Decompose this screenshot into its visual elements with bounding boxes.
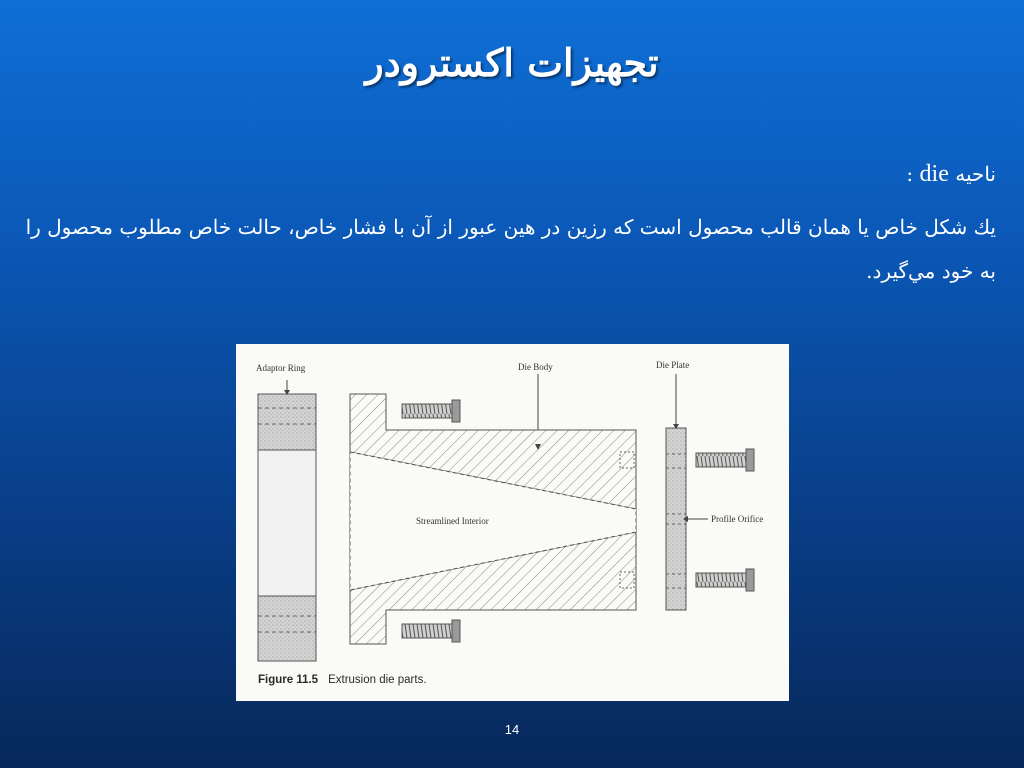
die-body	[350, 374, 636, 644]
slide-title: تجهيزات اكسترودر	[365, 40, 659, 85]
die-parts-drawing	[236, 344, 789, 701]
figure-caption-text: Extrusion die parts.	[328, 674, 427, 686]
section-label: ناحيه	[955, 162, 996, 186]
die-plate-bolt-bottom	[696, 569, 754, 591]
die-body-bolt-bottom	[402, 620, 460, 642]
label-adaptor-ring: Adaptor Ring	[256, 363, 306, 373]
label-die-body: Die Body	[518, 362, 553, 372]
section-heading	[24, 152, 996, 196]
label-streamlined-interior: Streamlined Interior	[416, 516, 489, 526]
section-colon: :	[906, 162, 914, 186]
adaptor-ring	[258, 380, 316, 661]
section-term: die	[919, 161, 949, 187]
label-profile-orifice: Profile Orifice	[711, 514, 764, 524]
figure-caption	[258, 674, 427, 686]
extrusion-die-figure	[236, 344, 789, 701]
figure-number: Figure 11.5	[258, 674, 319, 686]
die-body-bolt-top	[402, 400, 460, 422]
description-paragraph: يك شكل خاص يا همان قالب محصول است كه رزين در هين عبور از آن با فشار خاص، حالت خاص مطلوب محصول را به خود مي‌گيرد.	[25, 215, 996, 283]
page-number: 14	[504, 722, 520, 737]
die-plate-bolt-top	[696, 449, 754, 471]
label-die-plate: Die Plate	[656, 360, 690, 370]
